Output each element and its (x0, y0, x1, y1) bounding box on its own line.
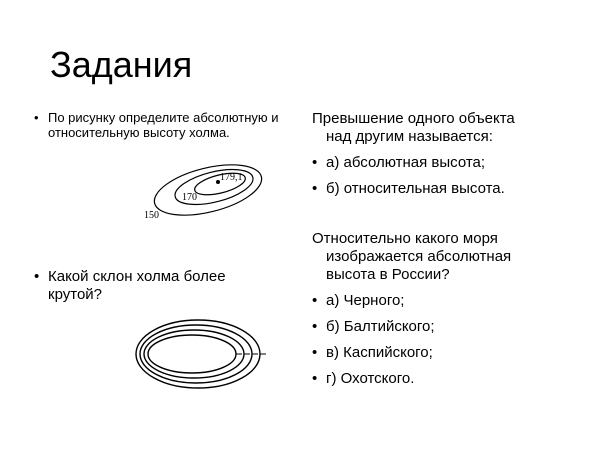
task-list-1 (30, 110, 280, 140)
q2-option-a: • а) Черного; (312, 292, 582, 310)
question-2-line2: изображается абсолютная (326, 248, 512, 265)
slide-title: Задания (50, 44, 193, 85)
q2-option-c: • в) Каспийского; (312, 344, 582, 362)
question-1-line1: Превышение одного объекта (312, 110, 515, 127)
task-list-2 (30, 268, 280, 304)
slope-contour-figure (130, 314, 270, 394)
slope-contour-4 (148, 335, 236, 373)
hill-contour-figure (140, 160, 270, 230)
q2-option-b: • б) Балтийского; (312, 318, 582, 336)
question-2-options (312, 292, 582, 388)
question-2 (312, 230, 582, 388)
q1-option-a: • а) абсолютная высота; (312, 154, 582, 172)
task-2-text: • Какой склон холма более крутой? (30, 268, 280, 304)
label-170: 170 (182, 192, 197, 203)
q1-option-b: • б) относительная высота. (312, 180, 582, 198)
label-150: 150 (144, 210, 159, 221)
slope-contour-3 (144, 330, 244, 378)
contour-170 (172, 163, 257, 211)
contour-150 (149, 160, 266, 225)
task-1-text: • По рисунку определите абсолютную и относительную высоту холма. (30, 110, 280, 140)
question-2-line3: высота в России? (326, 266, 450, 283)
q2-option-d: • г) Охотского. (312, 370, 582, 388)
question-1-options (312, 154, 582, 198)
question-1-line2: над другим называется: (326, 128, 493, 145)
slope-contour-2 (140, 325, 252, 383)
label-peak: 179,1 (220, 172, 243, 183)
question-1 (312, 110, 582, 198)
question-2-line1: Относительно какого моря (312, 230, 498, 247)
